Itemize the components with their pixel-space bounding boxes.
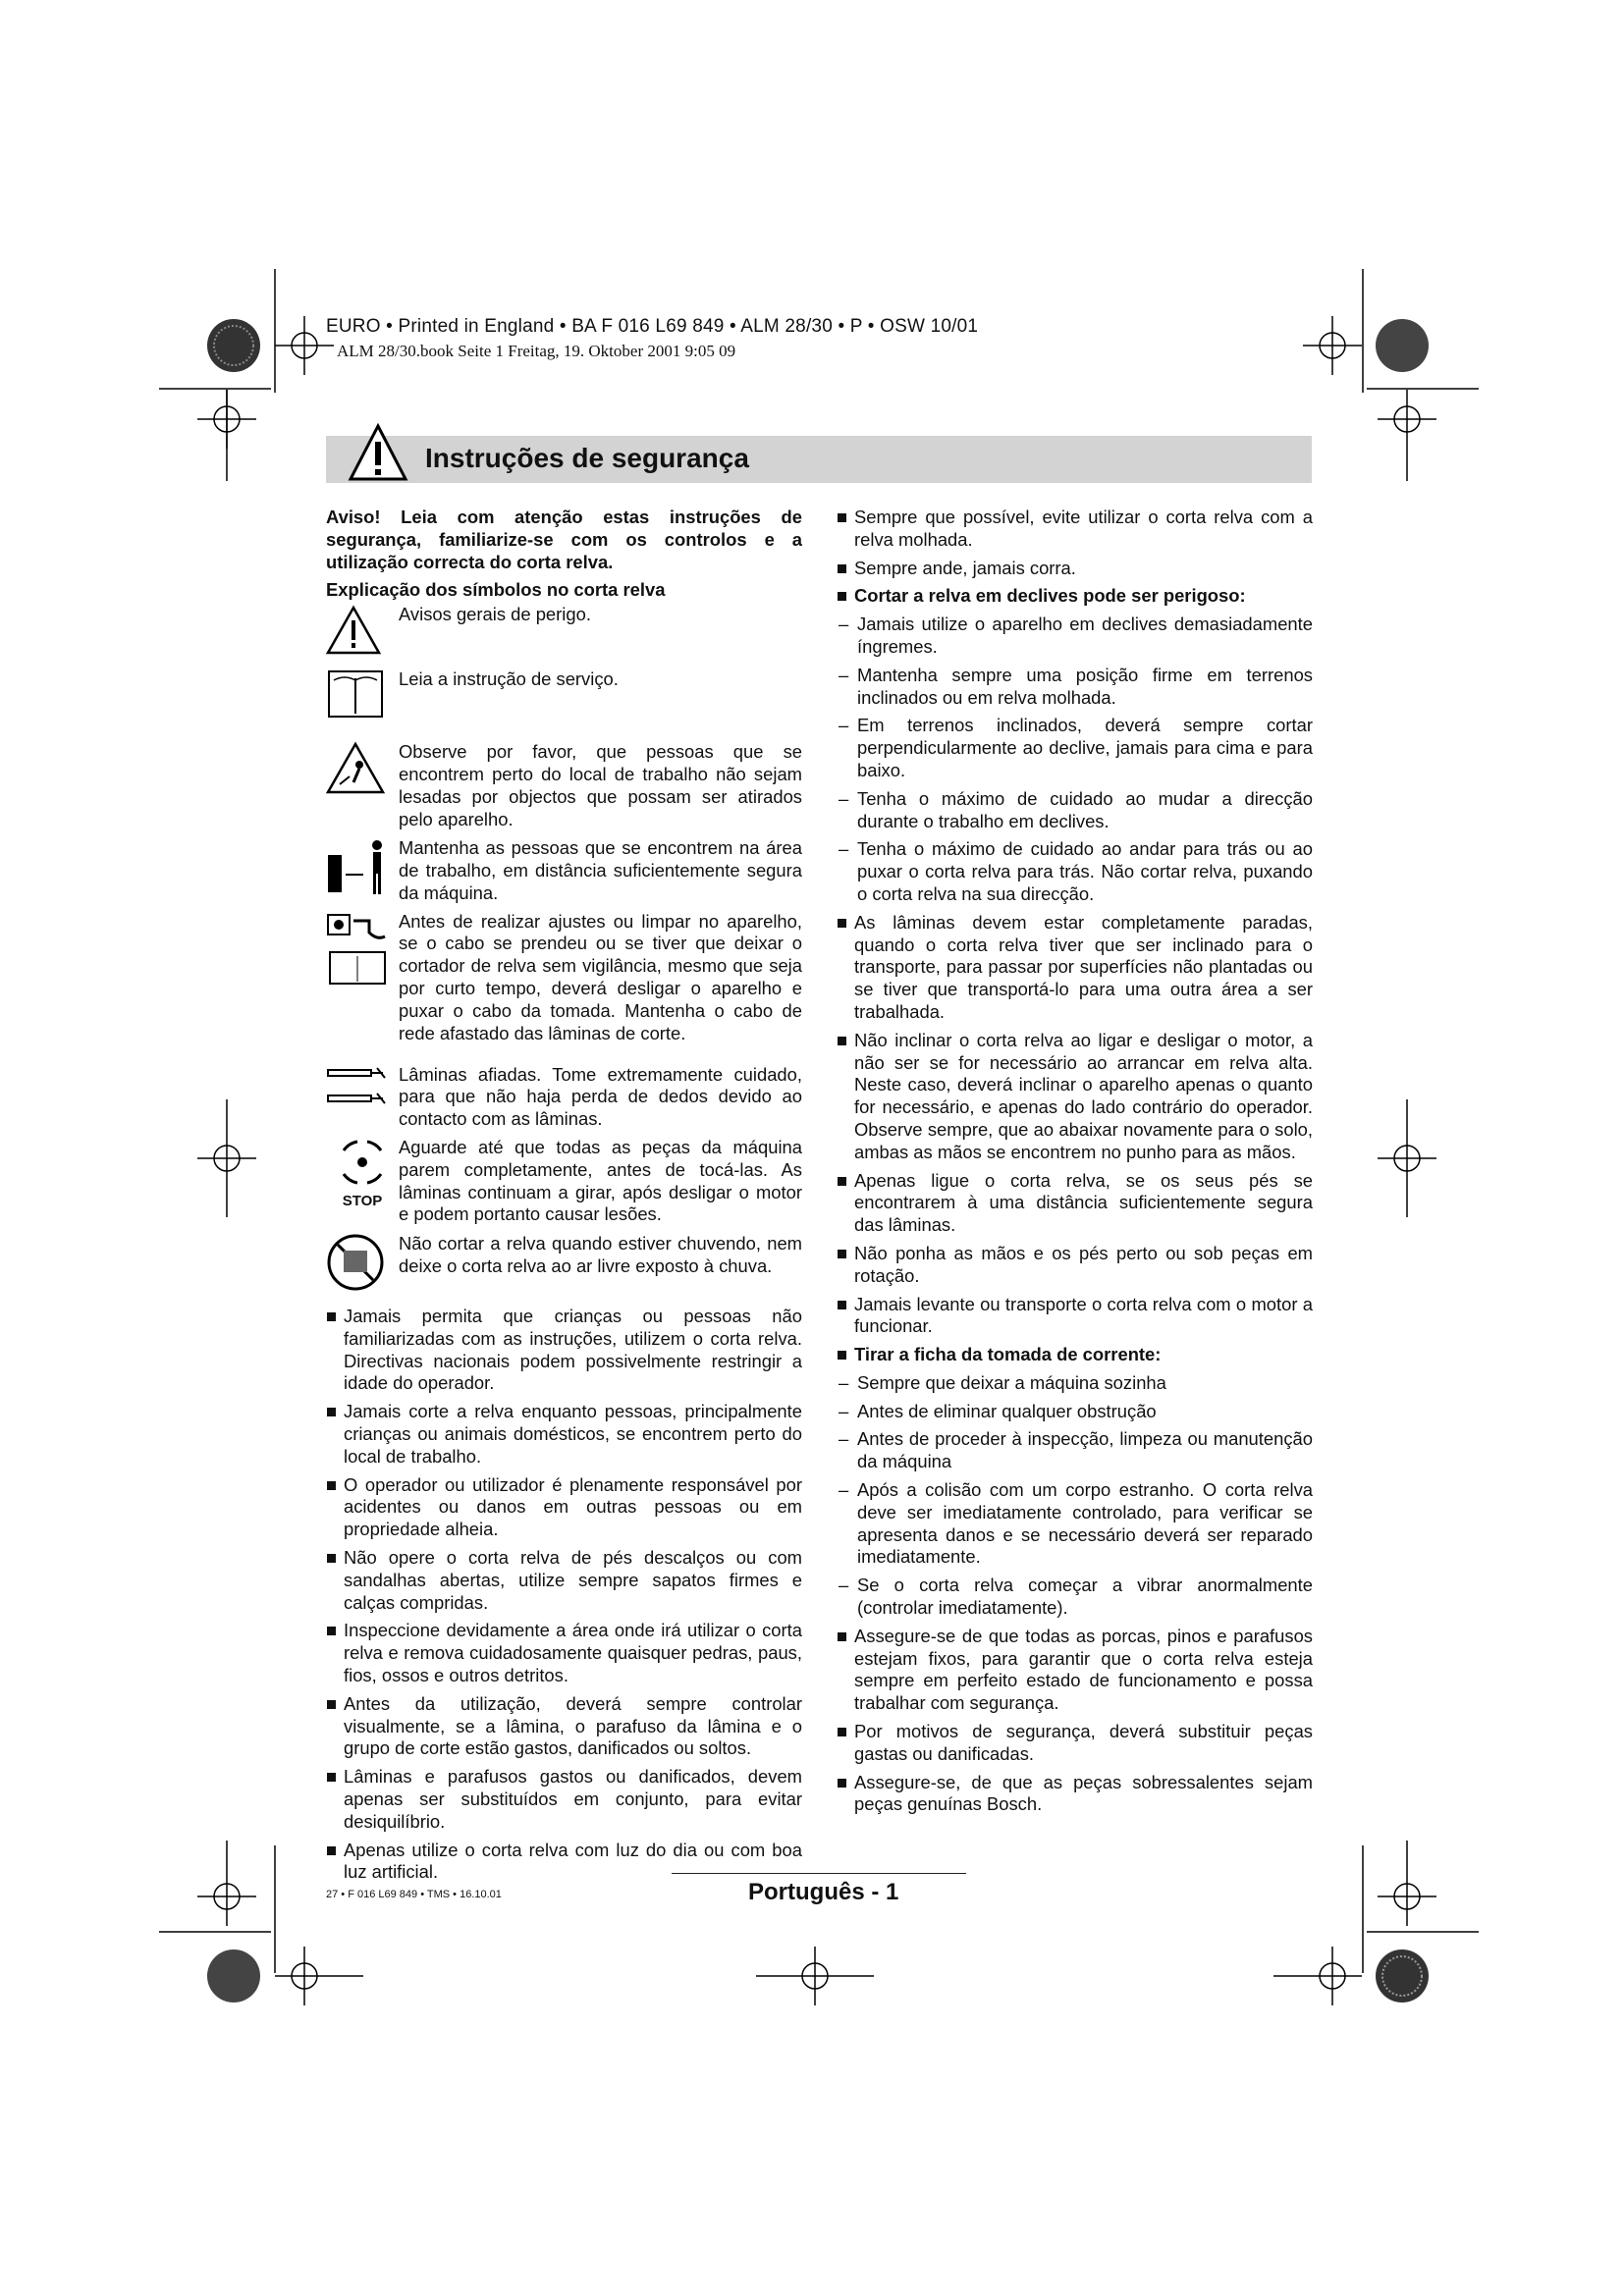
list-item: Sempre que possível, evite utilizar o corta relva com a relva molhada. — [837, 507, 1313, 552]
rotating-blades-icon — [334, 1137, 391, 1188]
dash-item: – Tenha o máximo de cuidado ao mudar a direcção durante o trabalho em declives. — [839, 787, 1313, 831]
safe-distance-icon — [326, 837, 389, 896]
thrown-objects-icon — [326, 741, 385, 796]
symbol-row: STOP Aguarde até que todas as peças da máquina parem completamente, antes de tocá-las. As lâminas continuam a girar, após desligar o motor e podem portanto causar lesões. — [326, 1137, 802, 1227]
dash-item: – Antes de eliminar qualquer obstrução — [839, 1400, 1157, 1421]
dash-item: – Tenha o máximo de cuidado ao andar para trás ou ao puxar o corta relva para trás. Não cortar relva, puxando o corta relva na sua direcção. — [839, 838, 1313, 904]
list-item: Apenas ligue o corta relva, se os seus pés se encontrarem à uma distância suficientemente segura das lâminas. — [837, 1170, 1313, 1237]
sharp-blades-icon — [326, 1064, 387, 1117]
list-item: Jamais levante ou transporte o corta relva com o motor a funcionar. — [837, 1294, 1313, 1339]
symbol-row: Observe por favor, que pessoas que se encontrem perto do local de trabalho não sejam lesadas por objectos que possam ser atirados pelo aparelho. — [326, 741, 802, 831]
unplug-icon — [326, 911, 391, 989]
slopes-heading: Cortar a relva em declives pode ser perigoso: — [837, 585, 1313, 608]
list-item: Jamais permita que crianças ou pessoas não familiarizadas com as instruções, utilizem o corta relva. Directivas nacionais podem possivelmente restringir a idade do operador. — [326, 1306, 802, 1395]
list-item: Lâminas e parafusos gastos ou danificados, devem apenas ser substituídos em conjunto, para evitar desiquilíbrio. — [326, 1766, 802, 1833]
symbols-heading: Explicação dos símbolos no corta relva — [326, 579, 666, 601]
print-header-line1: EURO • Printed in England • BA F 016 L69 849 • ALM 28/30 • P • OSW 10/01 — [326, 316, 979, 337]
no-rain-icon — [326, 1233, 385, 1292]
symbol-row: Lâminas afiadas. Tome extremamente cuidado, para que não haja perda de dedos devido ao contacto com as lâminas. — [326, 1064, 802, 1131]
list-item: O operador ou utilizador é plenamente responsável por acidentes ou danos em outras pessoas ou em propriedade alheia. — [326, 1474, 802, 1541]
symbol-row: Mantenha as pessoas que se encontrem na área de trabalho, em distância suficientemente segura da máquina. — [326, 837, 802, 904]
page-title: Instruções de segurança — [425, 443, 749, 473]
left-column — [326, 507, 802, 1890]
list-item: As lâminas devem estar completamente paradas, quando o corta relva tiver que ser inclinado para o transporte, para passar por superfícies não plantadas ou se tiver que transportá-lo para uma outra área a ser trabalhada. — [837, 912, 1313, 1024]
symbol-row: Não cortar a relva quando estiver chuvendo, nem deixe o corta relva ao ar livre exposto à chuva. — [326, 1233, 802, 1300]
dash-item: – Jamais utilize o aparelho em declives demasiadamente íngremes. — [839, 614, 1313, 657]
page-label: Português - 1 — [748, 1879, 899, 1905]
list-item: Jamais corte a relva enquanto pessoas, principalmente crianças ou animais domésticos, se encontrem perto do local de trabalho. — [326, 1401, 802, 1468]
list-item: Inspeccione devidamente a área onde irá utilizar o corta relva e remova cuidadosamente quaisquer pedras, paus, fios, ossos e outros detritos. — [326, 1620, 802, 1686]
list-item: Não inclinar o corta relva ao ligar e desligar o motor, a não ser se for necessário ao arrancar em relva alta. Neste caso, deverá inclinar o aparelho apenas o quanto for necessário, e apenas do lado contrário do operador. Observe sempre, que ao abaixar novamente para o solo, ambas as mãos se encontrem no punho para as mãos. — [837, 1030, 1313, 1164]
dash-item: – Antes de proceder à inspecção, limpeza ou manutenção da máquina — [839, 1428, 1313, 1472]
print-header-line2: ALM 28/30.book Seite 1 Freitag, 19. Oktober 2001 9:05 09 — [337, 342, 736, 360]
list-item: Assegure-se de que todas as porcas, pinos e parafusos estejam fixos, para garantir que o corta relva esteja sempre em perfeito estado de funcionamento e possa trabalhar com segurança. — [837, 1626, 1313, 1715]
warning-triangle-icon — [348, 422, 408, 483]
dash-item: – Em terrenos inclinados, deverá sempre cortar perpendicularmente ao declive, jamais para cima e para baixo. — [839, 715, 1313, 780]
symbol-row: Leia a instrução de serviço. — [326, 668, 802, 735]
plug-heading: Tirar a ficha da tomada de corrente: — [837, 1344, 1313, 1366]
symbol-row: Avisos gerais de perigo. — [326, 604, 802, 663]
footer-code: 27 • F 016 L69 849 • TMS • 16.10.01 — [326, 1889, 502, 1900]
right-column — [837, 507, 1313, 1822]
dash-item: – Sempre que deixar a máquina sozinha — [839, 1371, 1166, 1393]
intro-warning: Aviso! Leia com atenção estas instruções de segurança, familiarize-se com os controlos e a utilização correcta do corta relva. — [326, 507, 802, 572]
warning-triangle-icon — [326, 604, 381, 657]
footer-divider — [672, 1873, 966, 1874]
manual-book-icon — [326, 668, 385, 721]
dash-item: – Mantenha sempre uma posição firme em terrenos inclinados ou em relva molhada. — [839, 664, 1313, 708]
dash-item: – Após a colisão com um corpo estranho. O corta relva deve ser imediatamente controlado, para verificar se apresenta danos e se necessário deverá ser reparado imediatamente. — [839, 1479, 1313, 1568]
list-item: Por motivos de segurança, deverá substituir peças gastas ou danificadas. — [837, 1721, 1313, 1766]
list-item: Não ponha as mãos e os pés perto ou sob peças em rotação. — [837, 1243, 1313, 1288]
list-item: Não opere o corta relva de pés descalços ou com sandalhas abertas, utilize sempre sapatos firmes e calças compridas. — [326, 1547, 802, 1614]
stop-label: STOP — [342, 1192, 383, 1209]
dash-item: – Se o corta relva começar a vibrar anormalmente (controlar imediatamente). — [839, 1575, 1313, 1619]
title-bar — [326, 436, 1312, 483]
list-item: Sempre ande, jamais corra. — [837, 558, 1313, 580]
list-item: Assegure-se, de que as peças sobressalentes sejam peças genuínas Bosch. — [837, 1772, 1313, 1817]
list-item: Antes da utilização, deverá sempre controlar visualmente, se a lâmina, o parafuso da lâmina e o grupo de corte estão gastos, danificados ou soltos. — [326, 1693, 802, 1760]
list-item: Apenas utilize o corta relva com luz do dia ou com boa luz artificial. — [326, 1840, 802, 1885]
symbol-row: Antes de realizar ajustes ou limpar no aparelho, se o cabo se prendeu ou se tiver que deixar o cortador de relva sem vigilância, mesmo que seja por curto tempo, deverá desligar o aparelho e puxar o cabo da tomada. Mantenha o cabo de rede afastado das lâminas de corte. — [326, 911, 802, 1058]
